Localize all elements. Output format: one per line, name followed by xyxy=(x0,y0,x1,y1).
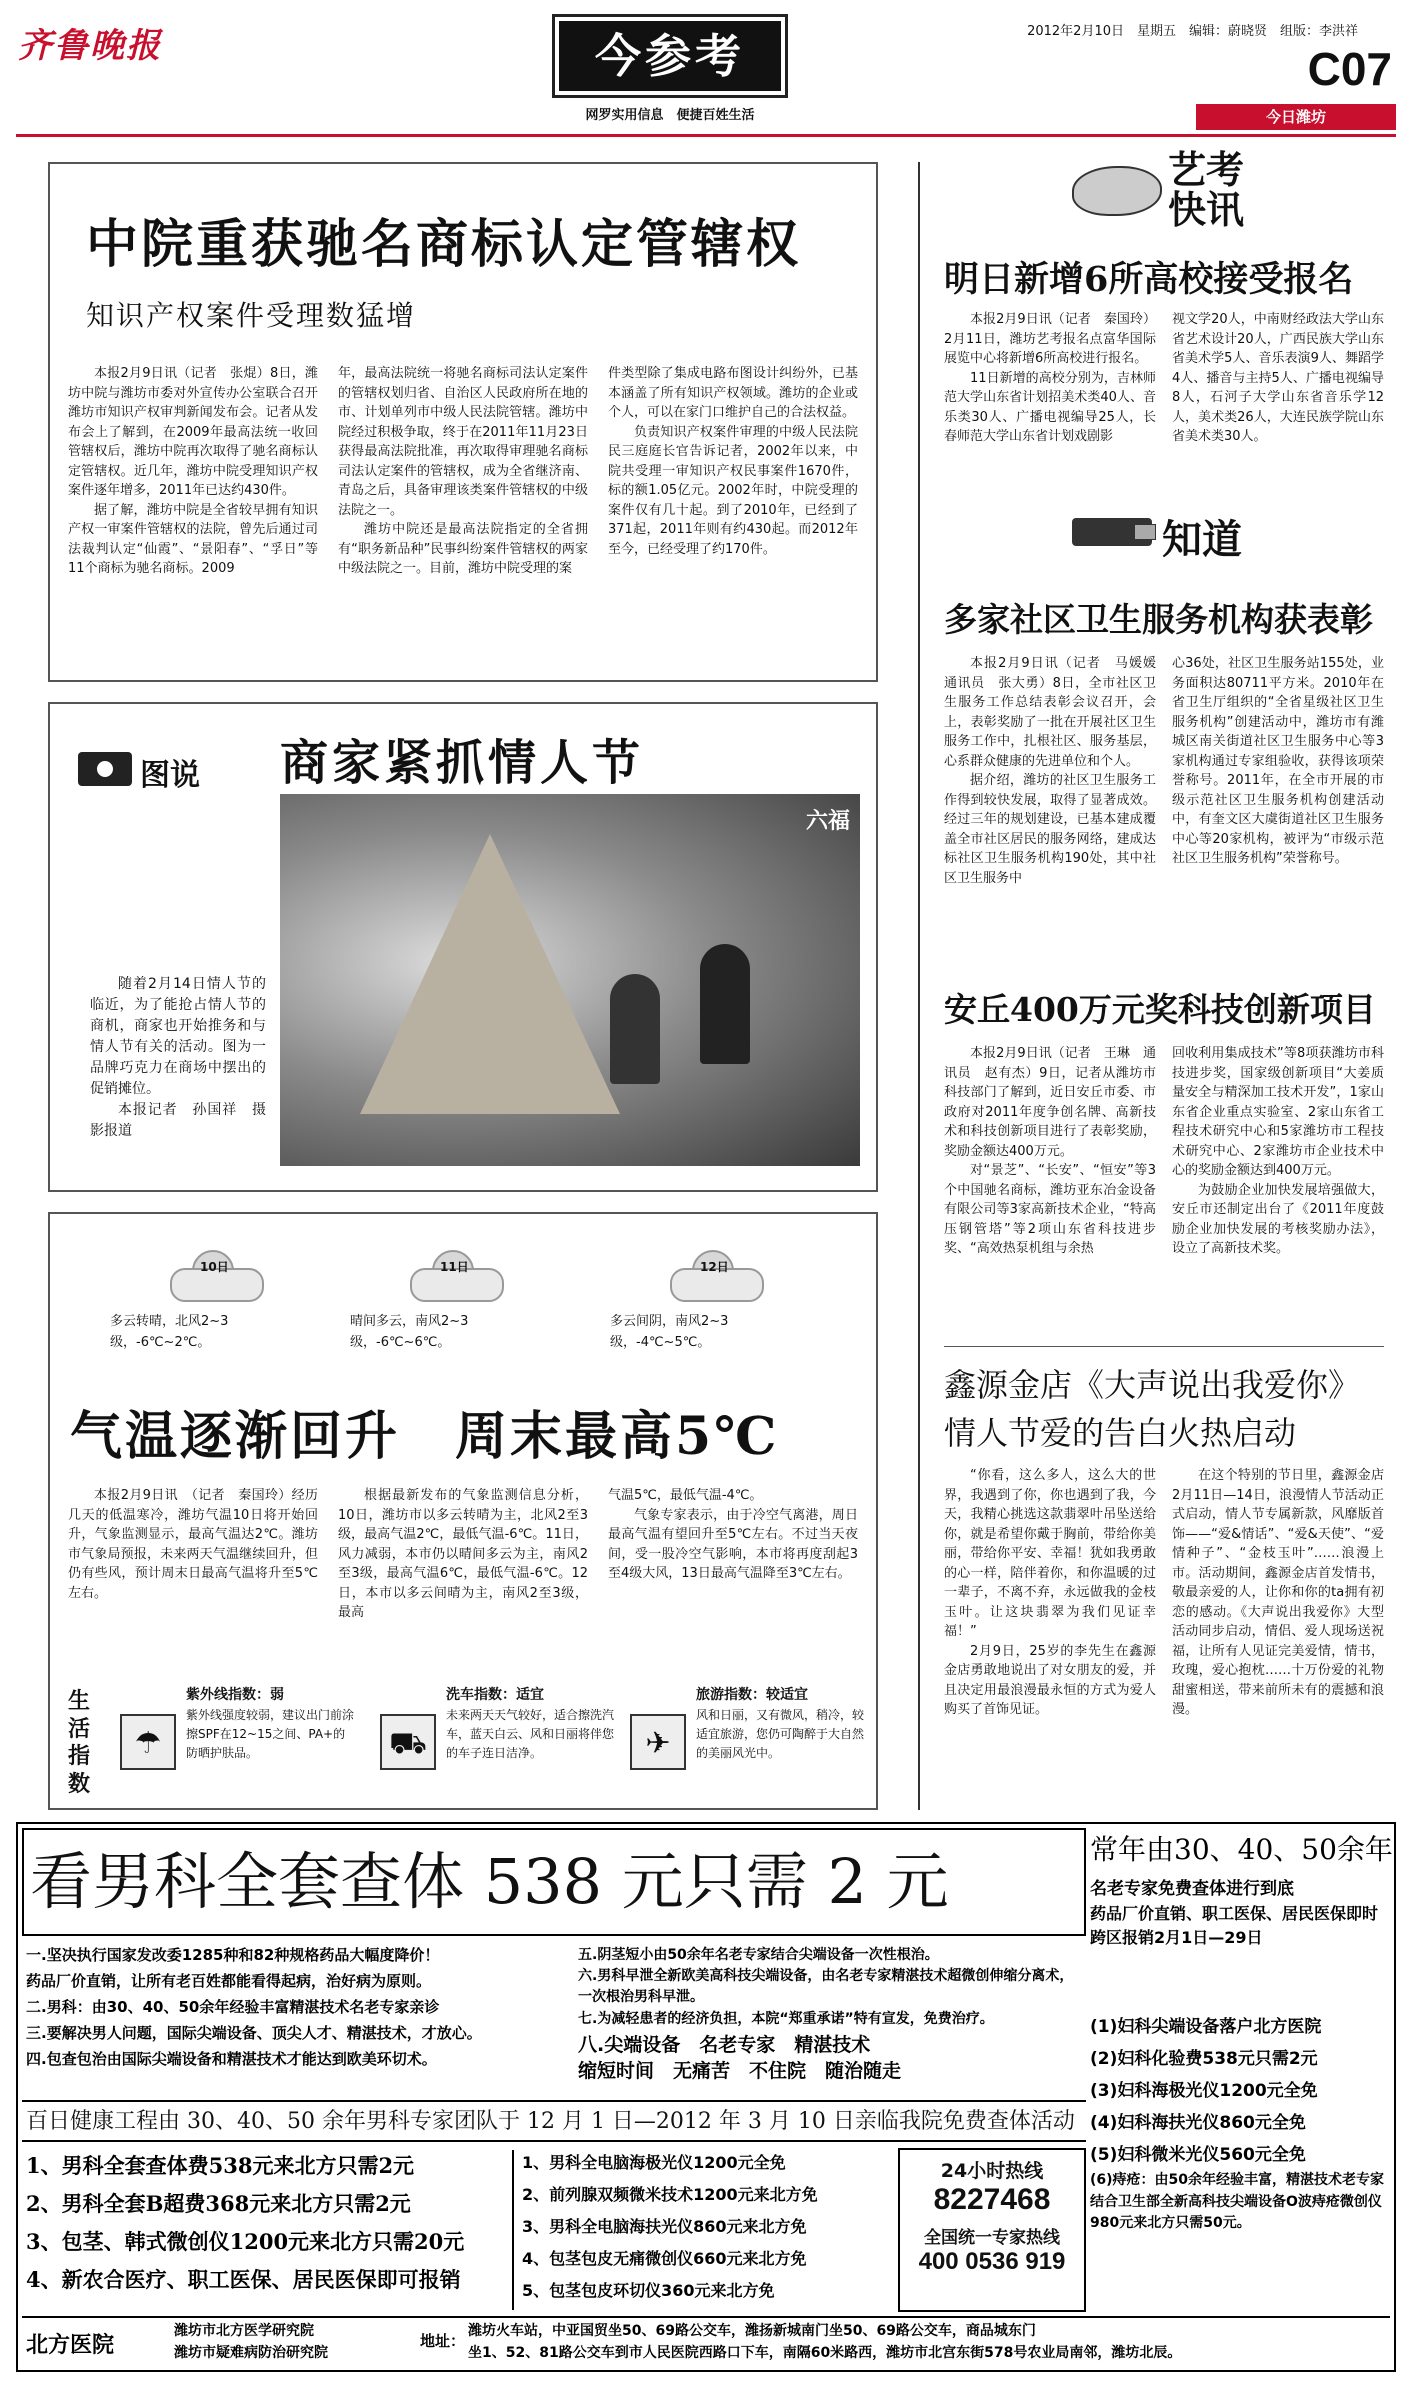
section-slogan: 网罗实用信息 便捷百姓生活 xyxy=(585,108,755,123)
ad-bottom-left-item: 3、包茎、韩式微创仪1200元来北方只需20元 xyxy=(26,2229,465,2254)
national-hotline-number: 400 0536 919 xyxy=(918,2248,1066,2275)
umbrella-icon: ☂ xyxy=(120,1714,176,1770)
travel-index-name: 旅游指数：较适宜 xyxy=(696,1687,808,1703)
health-col-2 xyxy=(1172,654,1384,972)
ad-bottom-mid-item: 5、包茎包皮环切仪360元来北方免 xyxy=(522,2281,775,2300)
ad-mid-item: 七.为减轻患者的经济负担，本院“郑重承诺”特有宣发，免费治疗。 xyxy=(578,2011,994,2027)
court-p5: 件类型除了集成电路布图设计纠纷外，已基本涵盖了所有知识产权领域。潍坊的企业或个人，可以在家门口维护自己的合法权益。 xyxy=(608,366,858,420)
weather-p2: 根据最新发布的气象监测信息分析，10日，潍坊市以多云转晴为主，北风2至3级，最高气温2℃，最低气温-6℃。11日，风力减弱，本市仍以晴间多云为主，南风2至3级，最高气温6℃，最低气温-6℃。12日，本市以多云间晴为主，南风2至3级，最高 xyxy=(338,1488,588,1620)
health-col-1 xyxy=(944,654,1170,972)
ad-left-item: 四.包查包治由国际尖端设备和精湛技术才能达到欧美环切术。 xyxy=(26,2050,437,2068)
ad-left-item: 二.男科：由30、40、50余年经验丰富精湛技术名老专家亲诊 xyxy=(26,1998,440,2016)
ad-bottom-left-item: 1、男科全套查体费538元来北方只需2元 xyxy=(26,2153,415,2178)
court-p6: 负责知识产权案件审理的中级人民法院民三庭庭长官告诉记者，2002年以来，中院共受理一审知识产权民事案件1670件，标的额1.05亿元。2002年时，中院受理的案件仅有几十起。到了2010年，已经到了371起，2011年则有约430起。而2012年至今，已经受理了约170件。 xyxy=(608,424,858,557)
court-p3: 年，最高法院统一将驰名商标司法认定案件的管辖权划归省、自治区人民政府所在地的市、计划单列市中级人民法院管辖。潍坊中院经过积极争取，终于在2011年11月23日获得最高法院批准，再次取得审理驰名商标司法认定案件的管辖权，成为全省继济南、青岛之后，具备审理该类案件管辖权的中级法院之一。 xyxy=(338,366,588,518)
health-article-title: 多家社区卫生服务机构获表彰 xyxy=(944,600,1373,639)
right-divider xyxy=(944,1346,1384,1347)
photo-credit: 本报记者 孙国祥 摄影报道 xyxy=(90,1102,266,1139)
ad-left-list xyxy=(26,1944,576,2084)
ad-mid-item: 六.男科早泄全新欧美高科技尖端设备，由名老专家精湛技术超微创伸缩分离术，一次根治男科早泄。 xyxy=(578,1968,1074,2005)
ad-right-list xyxy=(1090,2012,1390,2252)
photo-caption-text: 随着2月14日情人节的临近，为了能抢占情人节的商机，商家也开始推务和与情人节有关的活动。图为一品牌巧克力在商场中摆出的促销摊位。 xyxy=(90,976,266,1097)
jewelry-p2: 2月9日，25岁的李先生在鑫源金店勇敢地说出了对女朋友的爱，并且决定用最浪漫最永恒的方式为爱人购买了首饰见证。 xyxy=(944,1643,1156,1717)
weather-title: 气温逐渐回升 周末最高5℃ xyxy=(70,1406,780,1467)
court-p1: 本报2月9日讯（记者 张焜）8日，潍坊中院与潍坊市委对外宣传办公室联合召开潍坊市知识产权审判新闻发布会。记者从发布会上了解到，在2009年最高法统一收回管辖权后，潍坊中院再次取得了驰名商标认定管辖权。近几年，潍坊中院受理知识产权案件逐年增多，2011年已达约430件。 xyxy=(68,366,318,498)
life-index-label: 生活指数 xyxy=(68,1689,91,1797)
tech-p3: 回收利用集成技术”等8项获潍坊市科技进步奖，国家级创新项目“大姜质量安全与精深加工技术开发”，1家山东省企业重点实验室、2家山东省工程技术研究中心和5家潍坊市工程技术研究中心、2家潍坊市企业技术中心的奖励金额达到400万元。 xyxy=(1172,1046,1384,1178)
ad-bottom-mid-item: 2、前列腺双频微米技术1200元来北方免 xyxy=(522,2185,818,2204)
travel-index xyxy=(630,1684,870,1794)
photo-caption xyxy=(90,974,266,1174)
jewelry-p1: “你看，这么多人，这么大的世界，我遇到了你，你也遇到了我，今天，我精心挑选这款翡翠叶吊坠送给你，就是希望你戴于胸前，带给你美丽，带给你平安、幸福！犹如我勇敢的心一样，陪伴着你，和你温暖的过一辈子，不离不弃，永远做我的金枝玉叶。让这块翡翠为我们见证幸福！” xyxy=(944,1468,1156,1639)
tech-article-title: 安丘400万元奖科技创新项目 xyxy=(944,990,1376,1029)
court-p2: 据了解，潍坊中院是全省较早拥有知识产权一审案件管辖权的法院，曾先后通过司法裁判认定“仙霞”、“景阳春”、“孚日”等11个商标为驰名商标。2009 xyxy=(68,502,318,576)
ad-mid-item: 缩短时间 无痛苦 不住院 随治随走 xyxy=(578,2060,902,2082)
overcast-icon xyxy=(670,1250,760,1298)
tech-p1: 本报2月9日讯（记者 王琳 通讯员 赵有杰）9日，记者从潍坊市科技部门了解到，近日安丘市委、市政府对2011年度争创名牌、高新技术和科技创新项目进行了表彰奖励，奖励金额达400万元。 xyxy=(944,1046,1156,1159)
court-article-col-2 xyxy=(338,364,588,664)
ad-bottom-left-item: 4、新农合医疗、职工医保、居民医保即可报销 xyxy=(26,2267,461,2292)
art-exam-col-1 xyxy=(944,310,1156,500)
weather-p1: 本报2月9日讯 （记者 秦国玲）经历几天的低温寒冷，潍坊气温10日将开始回升，气象监测显示，最高气温达2℃。潍坊市气象局预报，未来两天气温继续回升，但仍有些风，预计周末日最高气温将升至5℃左右。 xyxy=(68,1488,318,1601)
forecast-day-2 xyxy=(350,1250,550,1370)
forecast-desc: 多云间阴，南风2~3级，-4℃~5℃。 xyxy=(610,1314,729,1350)
ad-right-item: (6)痔疮：由50余年经验丰富，精湛技术老专家结合卫生部全新高科技尖端设备O波痔疮微创仪980元来北方只需50元。 xyxy=(1090,2172,1385,2232)
jewelry-col-2 xyxy=(1172,1466,1384,1806)
address-line-2: 坐1、52、81路公交车到市人民医院西路口下车，南隔60米路西，潍坊市北宫东街578号农业局南邻，潍坊北辰。 xyxy=(468,2345,1182,2361)
hotline-label: 24小时热线 xyxy=(940,2160,1044,2182)
camera-icon xyxy=(78,752,132,786)
tech-p2: 对“景芝”、“长安”、“恒安”等3个中国驰名商标，潍坊亚东冶金设备有限公司等3家高新技术企业，“特高压钢管塔”等2项山东省科技进步奖、“高效热泵机组与余热 xyxy=(944,1163,1156,1256)
photo-story-box xyxy=(48,702,878,1192)
photo-story-title: 商家紧抓情人节 xyxy=(280,735,645,791)
ad-right-title-1: 常年由30、40、50余年 xyxy=(1090,1833,1393,1866)
ad-left-item: 一.坚决执行国家发改委1285种和82种规格药品大幅度降价！ xyxy=(26,1946,440,1964)
forecast-day-label: 12日 xyxy=(700,1260,729,1274)
ad-right-header xyxy=(1090,1828,1393,2008)
ad-right-item: (3)妇科海极光仪1200元全免 xyxy=(1090,2081,1318,2101)
address-label: 地址： xyxy=(420,2332,466,2350)
ad-mid-item: 五.阴茎短小由50余年名老专家结合尖端设备一次性根治。 xyxy=(578,1947,939,1963)
region-tab: 今日潍坊 xyxy=(1196,104,1396,130)
cloudy-icon xyxy=(170,1250,260,1298)
forecast-day-label: 11日 xyxy=(440,1260,469,1274)
ad-bottom-mid-item: 1、男科全电脑海极光仪1200元全免 xyxy=(522,2153,786,2172)
right-column-rule xyxy=(918,162,920,1810)
tech-col-1 xyxy=(944,1044,1156,1334)
ad-right-item: (2)妇科化验费538元只需2元 xyxy=(1090,2049,1318,2069)
art-exam-p2: 11日新增的高校分别为，吉林师范大学山东省计划招美术类40人、音乐类30人、广播电视编导25人，长春师范大学山东省计划戏剧影 xyxy=(944,370,1156,444)
weather-p3: 气温5℃，最低气温-4℃。 xyxy=(608,1488,763,1503)
institute-name-2: 潍坊市疑难病防治研究院 xyxy=(174,2345,328,2361)
ad-left-item: 三.要解决男人问题，国际尖端设备、顶尖人才、精湛技术，才放心。 xyxy=(26,2024,482,2042)
photo-badge: 图说 xyxy=(140,758,200,793)
section-title-box xyxy=(552,14,788,98)
ad-mid-item: 八.尖端设备 名老专家 精湛技术 xyxy=(578,2034,871,2056)
jewelry-article-title-1: 鑫源金店《大声说出我爱你》 xyxy=(944,1366,1361,1404)
airplane-icon: ✈ xyxy=(630,1714,686,1770)
uv-index-name: 紫外线指数：弱 xyxy=(186,1687,284,1703)
ad-banner: 百日健康工程由 30、40、50 余年男科专家团队于 12 月 1 日—2012 年 3 月 10 日亲临我院免费查体活动 xyxy=(22,2100,1086,2142)
palette-icon xyxy=(1072,166,1162,216)
ad-bottom-mid-item: 3、男科全电脑海扶光仪860元来北方免 xyxy=(522,2217,807,2236)
weather-col-2 xyxy=(338,1486,588,1676)
date-line: 2012年2月10日 星期五 编辑：蔚晓贤 组版：李洪祥 xyxy=(1027,24,1358,39)
car-icon: ⛟ xyxy=(380,1714,436,1770)
ad-bottom-mid-list xyxy=(512,2150,892,2310)
forecast-day-label: 10日 xyxy=(200,1260,229,1274)
institute-name-1: 潍坊市北方医学研究院 xyxy=(174,2323,314,2339)
chocolate-tree-photo xyxy=(280,794,860,1166)
court-article-title: 中院重获驰名商标认定管辖权 xyxy=(86,214,802,275)
health-p1: 本报2月9日讯（记者 马媛媛 通讯员 张大勇）8日，全市社区卫生服务工作总结表彰会议召开，会上，表彰奖励了一批在开展社区卫生服务工作中，扎根社区、服务基层，心系群众健康的先进单位和个人。 xyxy=(944,656,1170,769)
ad-footer xyxy=(22,2316,1390,2368)
art-exam-header: 艺考快讯 xyxy=(1168,147,1245,232)
court-article-col-3 xyxy=(608,364,858,664)
art-exam-p3: 视文学20人，中南财经政法大学山东省艺术设计20人，广西民族大学山东省美术学5人、音乐表演9人、舞蹈学4人、播音与主持5人、广播电视编导8人，石河子大学山东省音乐学12人，美术类26人，大连民族学院山东省美术类30人。 xyxy=(1172,312,1384,444)
court-article-col-1 xyxy=(68,364,318,664)
ad-bottom-left-item: 2、男科全套B超费368元来北方只需2元 xyxy=(26,2191,411,2216)
court-p4: 潍坊中院还是最高法院指定的全省拥有“职务新品种”民事纠纷案件管辖权的两家中级法院之一。目前，潍坊中院受理的案 xyxy=(338,522,588,576)
newspaper-logo: 齐鲁晚报 xyxy=(18,26,162,66)
section-title: 今参考 xyxy=(559,21,781,91)
weather-col-3 xyxy=(608,1486,858,1676)
forecast-desc: 晴间多云，南风2~3级，-6℃~6℃。 xyxy=(350,1314,469,1350)
health-p3: 心36处，社区卫生服务站155处，业务面积达80711平方米。2010年在省卫生厅组织的“全省星级社区卫生服务机构”创建活动中，潍坊市有潍城区南关街道社区卫生服务中心等3家机构通过专家组验收，获得该项荣誉称号。2011年，在全市开展的市级示范社区卫生服务机构创建活动中，有奎文区大虞街道社区卫生服务中心等20家机构，被评为“市级示范社区卫生服务机构”荣誉称号。 xyxy=(1172,656,1384,866)
photo-sign-text: 六福 xyxy=(805,809,850,834)
ad-mid-list xyxy=(578,1944,1088,2084)
jewelry-article-title-2: 情人节爱的告白火热启动 xyxy=(944,1414,1297,1452)
usb-drive-icon xyxy=(1072,518,1152,546)
ad-right-item: (1)妇科尖端设备落户北方医院 xyxy=(1090,2017,1322,2037)
forecast-day-1 xyxy=(110,1250,310,1370)
ad-right-title-2: 名老专家免费查体进行到底 xyxy=(1090,1879,1294,1899)
masthead-rule xyxy=(16,134,1396,137)
know-header: 知道 xyxy=(1162,516,1242,563)
tech-col-2 xyxy=(1172,1044,1384,1334)
jewelry-col-1 xyxy=(944,1466,1156,1806)
ad-right-title-3: 药品厂价直销、职工医保、居民医保即时跨区报销2月1日—29日 xyxy=(1090,1904,1379,1947)
weather-box xyxy=(48,1212,878,1810)
art-exam-p1: 本报2月9日讯（记者 秦国玲）2月11日，潍坊艺考报名点富华国际展览中心将新增6所高校进行报名。 xyxy=(944,312,1156,366)
ad-bottom-mid-item: 4、包茎包皮无痛微创仪660元来北方免 xyxy=(522,2249,807,2268)
carwash-index-text: 未来两天天气较好，适合擦洗汽车，蓝天白云、风和日丽将伴您的车子连日洁净。 xyxy=(446,1708,615,1761)
address-line-1: 潍坊火车站，中亚国贸坐50、69路公交车，潍扬新城南门坐50、69路公交车，商品城东门 xyxy=(468,2323,1036,2339)
weather-col-1 xyxy=(68,1486,318,1676)
ad-right-item: (5)妇科微米光仪560元全免 xyxy=(1090,2145,1306,2165)
travel-index-text: 风和日丽，又有微风，稍冷，较适宜旅游，您仍可陶醉于大自然的美丽风光中。 xyxy=(696,1708,865,1761)
ad-right-item: (4)妇科海扶光仪860元全免 xyxy=(1090,2113,1306,2133)
ad-section xyxy=(16,1822,1396,2372)
ad-left-item: 药品厂价直销，让所有老百姓都能看得起病，治好病为原则。 xyxy=(26,1972,432,1990)
national-hotline-label: 全国统一专家热线 xyxy=(924,2228,1060,2248)
weather-p4: 气象专家表示，由于冷空气离港，周日最高气温有望回升至5℃左右。不过当天夜间，受一股冷空气影响，本市将再度刮起3至4级大风，13日最高气温降至3℃左右。 xyxy=(608,1507,858,1581)
court-article-subtitle: 知识产权案件受理数猛增 xyxy=(86,299,417,332)
ad-hotline-box xyxy=(898,2148,1086,2312)
hotline-number: 8227468 xyxy=(933,2183,1051,2216)
carwash-index xyxy=(380,1684,620,1794)
ad-headline: 看男科全套查体 538 元只需 2 元 xyxy=(22,1828,1086,1936)
sunny-cloudy-icon xyxy=(410,1250,500,1298)
tech-p4: 为鼓励企业加快发展培强做大，安丘市还制定出台了《2011年度鼓励企业加快发展的考核奖励办法》，设立了高新技术奖。 xyxy=(1172,1182,1384,1256)
forecast-desc: 多云转晴，北风2~3级，-6℃~2℃。 xyxy=(110,1314,229,1350)
uv-index-text: 紫外线强度较弱，建议出门前涂擦SPF在12~15之间、PA+的防晒护肤品。 xyxy=(186,1708,355,1761)
ad-bottom-left-list xyxy=(26,2150,506,2310)
jewelry-p3: 在这个特别的节日里，鑫源金店2月11日—14日，浪漫情人节活动正式启动，情人节专属新款，风靡版首饰——“爱&情话”、“爱&天使”、“爱情种子”、“金枝玉叶”……浪漫上市。活动期间，鑫源金店首发情书，敬最亲爱的人，让你和你的ta拥有初恋的感动。《大声说出我爱你》大型活动同步启动，情侣、爱人现场送祝福，让所有人见证完美爱情，情书，玫瑰，爱心抱枕……十万份爱的礼物甜蜜相送，带来前所未有的震撼和浪漫。 xyxy=(1172,1468,1384,1717)
hospital-name: 北方医院 xyxy=(26,2333,115,2358)
uv-index xyxy=(120,1684,360,1794)
art-exam-title: 明日新增6所高校接受报名 xyxy=(944,259,1354,300)
court-article-box xyxy=(48,162,878,682)
page-number: C07 xyxy=(1307,43,1392,95)
carwash-index-name: 洗车指数：适宜 xyxy=(446,1687,544,1703)
forecast-day-3 xyxy=(610,1250,810,1370)
art-exam-col-2 xyxy=(1172,310,1384,500)
health-p2: 据介绍，潍坊的社区卫生服务工作得到较快发展，取得了显著成效。经过三年的规划建设，已基本建成覆盖全市社区居民的服务网络，建成达标社区卫生服务机构190处，其中社区卫生服务中 xyxy=(944,773,1156,886)
